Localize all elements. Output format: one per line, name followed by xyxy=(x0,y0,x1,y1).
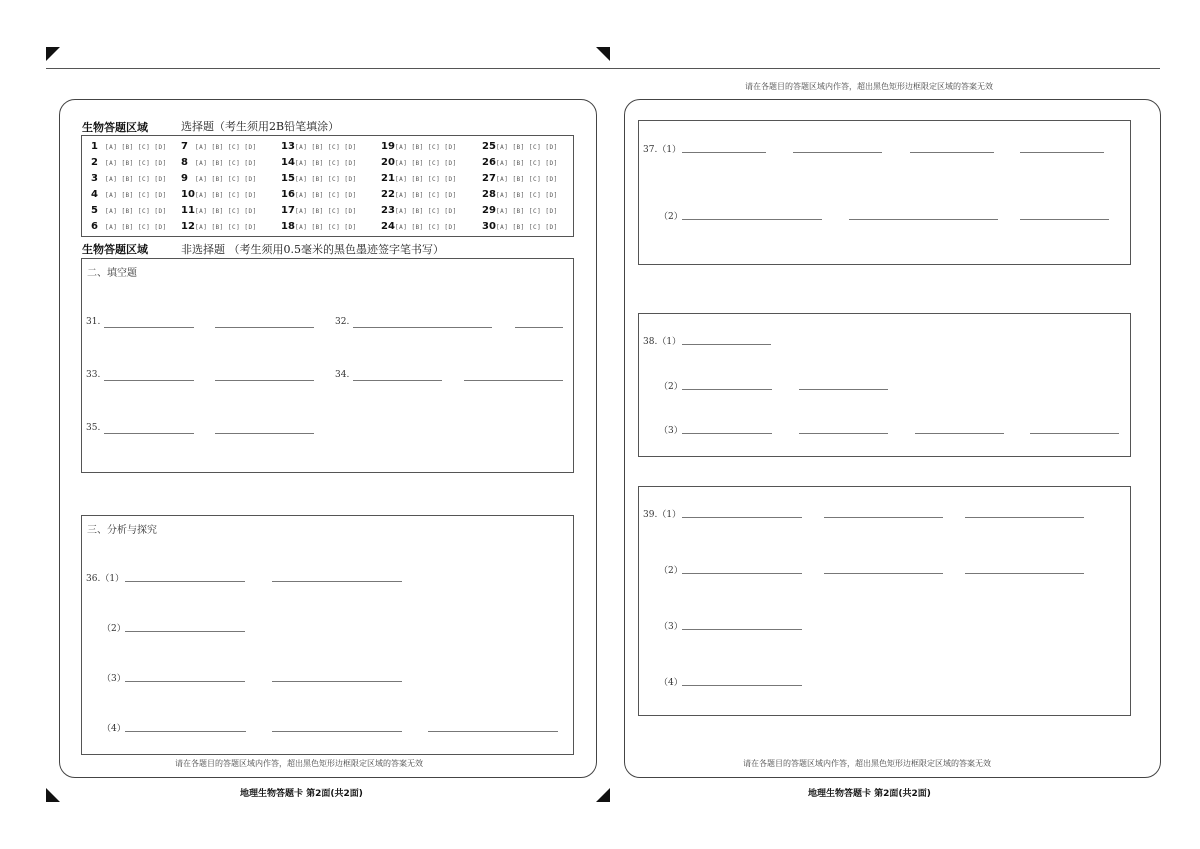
mc-question-number-18: 18 xyxy=(281,221,295,232)
right-bottom-notice: 请在各题目的答题区域内作答，超出黑色矩形边框限定区域的答案无效 xyxy=(743,759,991,768)
mc-choice-bubbles-21[interactable]: [A] [B] [C] [D] xyxy=(395,176,457,183)
mc-question-number-23: 23 xyxy=(381,205,395,216)
q38-2-answer-line-2[interactable] xyxy=(799,389,888,390)
mc-choice-bubbles-19[interactable]: [A] [B] [C] [D] xyxy=(395,144,457,151)
corner-mark-bottom-middle xyxy=(596,788,610,802)
mc-choice-bubbles-18[interactable]: [A] [B] [C] [D] xyxy=(295,224,357,231)
q36-1-label: 36.（1） xyxy=(86,574,125,584)
q39-1-answer-line-2[interactable] xyxy=(824,517,943,518)
q37-1-answer-line-4[interactable] xyxy=(1020,152,1104,153)
q36-1-answer-line-2[interactable] xyxy=(272,581,402,582)
mc-choice-bubbles-3[interactable]: [A] [B] [C] [D] xyxy=(105,176,167,183)
nonmc-section-label: 生物答题区域 xyxy=(82,243,148,256)
q38-1-label: 38.（1） xyxy=(643,337,682,347)
left-footer: 地理生物答题卡 第2面(共2面) xyxy=(240,789,363,799)
corner-mark-bottom-left xyxy=(46,788,60,802)
mc-choice-bubbles-17[interactable]: [A] [B] [C] [D] xyxy=(295,208,357,215)
q37-1-label: 37.（1） xyxy=(643,145,682,155)
q37-box xyxy=(638,120,1131,265)
mc-choice-bubbles-1[interactable]: [A] [B] [C] [D] xyxy=(105,144,167,151)
mc-choice-bubbles-10[interactable]: [A] [B] [C] [D] xyxy=(195,192,257,199)
mc-choice-bubbles-22[interactable]: [A] [B] [C] [D] xyxy=(395,192,457,199)
mc-question-number-22: 22 xyxy=(381,189,395,200)
mc-choice-bubbles-7[interactable]: [A] [B] [C] [D] xyxy=(195,144,257,151)
q37-1-answer-line-3[interactable] xyxy=(910,152,994,153)
mc-question-number-29: 29 xyxy=(482,205,496,216)
q36-3-answer-line-1[interactable] xyxy=(125,681,245,682)
mc-question-number-21: 21 xyxy=(381,173,395,184)
mc-choice-bubbles-30[interactable]: [A] [B] [C] [D] xyxy=(496,224,558,231)
mc-choice-bubbles-5[interactable]: [A] [B] [C] [D] xyxy=(105,208,167,215)
mc-choice-bubbles-25[interactable]: [A] [B] [C] [D] xyxy=(496,144,558,151)
mc-question-number-19: 19 xyxy=(381,141,395,152)
mc-question-number-30: 30 xyxy=(482,221,496,232)
q39-4-answer-line-1[interactable] xyxy=(682,685,802,686)
q32-answer-line-1[interactable] xyxy=(353,327,492,328)
q39-2-answer-line-3[interactable] xyxy=(965,573,1084,574)
q37-2-label: （2） xyxy=(659,212,683,222)
mc-answer-grid xyxy=(81,135,574,237)
q35-answer-line-2[interactable] xyxy=(215,433,314,434)
mc-choice-bubbles-26[interactable]: [A] [B] [C] [D] xyxy=(496,160,558,167)
mc-choice-bubbles-16[interactable]: [A] [B] [C] [D] xyxy=(295,192,357,199)
q39-2-label: （2） xyxy=(659,566,683,576)
q38-3-answer-line-1[interactable] xyxy=(682,433,772,434)
q32-answer-line-2[interactable] xyxy=(515,327,563,328)
mc-choice-bubbles-4[interactable]: [A] [B] [C] [D] xyxy=(105,192,167,199)
left-bottom-notice: 请在各题目的答题区域内作答，超出黑色矩形边框限定区域的答案无效 xyxy=(175,759,423,768)
mc-choice-bubbles-13[interactable]: [A] [B] [C] [D] xyxy=(295,144,357,151)
q37-1-answer-line-2[interactable] xyxy=(793,152,882,153)
q39-1-answer-line-3[interactable] xyxy=(965,517,1084,518)
mc-question-number-28: 28 xyxy=(482,189,496,200)
mc-choice-bubbles-24[interactable]: [A] [B] [C] [D] xyxy=(395,224,457,231)
mc-question-number-4: 4 xyxy=(91,189,98,200)
mc-question-number-12: 12 xyxy=(181,221,195,232)
q37-2-answer-line-2[interactable] xyxy=(849,219,998,220)
mc-question-number-17: 17 xyxy=(281,205,295,216)
mc-section-label: 生物答题区域 xyxy=(82,121,148,134)
mc-choice-bubbles-23[interactable]: [A] [B] [C] [D] xyxy=(395,208,457,215)
q39-1-answer-line-1[interactable] xyxy=(682,517,802,518)
mc-question-number-10: 10 xyxy=(181,189,195,200)
q34-answer-line-1[interactable] xyxy=(353,380,442,381)
mc-question-number-24: 24 xyxy=(381,221,395,232)
mc-choice-bubbles-2[interactable]: [A] [B] [C] [D] xyxy=(105,160,167,167)
mc-choice-bubbles-9[interactable]: [A] [B] [C] [D] xyxy=(195,176,257,183)
mc-question-number-11: 11 xyxy=(181,205,195,216)
mc-question-number-26: 26 xyxy=(482,157,496,168)
q39-4-label: （4） xyxy=(659,678,683,688)
q31-answer-line-2[interactable] xyxy=(215,327,314,328)
q39-3-answer-line-1[interactable] xyxy=(682,629,802,630)
top-notice: 请在各题目的答题区域内作答，超出黑色矩形边框限定区域的答案无效 xyxy=(745,82,993,91)
q33-label: 33. xyxy=(86,370,101,380)
mc-question-number-8: 8 xyxy=(181,157,188,168)
mc-question-number-3: 3 xyxy=(91,173,98,184)
mc-question-number-5: 5 xyxy=(91,205,98,216)
right-footer: 地理生物答题卡 第2面(共2面) xyxy=(808,789,931,799)
q38-box xyxy=(638,313,1131,457)
mc-choice-bubbles-27[interactable]: [A] [B] [C] [D] xyxy=(496,176,558,183)
mc-choice-bubbles-12[interactable]: [A] [B] [C] [D] xyxy=(195,224,257,231)
q37-2-answer-line-3[interactable] xyxy=(1020,219,1109,220)
q39-box xyxy=(638,486,1131,716)
q36-3-label: （3） xyxy=(102,674,126,684)
q36-3-answer-line-2[interactable] xyxy=(272,681,402,682)
mc-choice-bubbles-29[interactable]: [A] [B] [C] [D] xyxy=(496,208,558,215)
q35-label: 35. xyxy=(86,423,101,433)
q31-label: 31. xyxy=(86,317,101,327)
q35-answer-line-1[interactable] xyxy=(104,433,194,434)
q38-3-answer-line-3[interactable] xyxy=(915,433,1004,434)
q38-3-answer-line-2[interactable] xyxy=(799,433,888,434)
q37-1-answer-line-1[interactable] xyxy=(682,152,766,153)
mc-question-number-13: 13 xyxy=(281,141,295,152)
q33-answer-line-2[interactable] xyxy=(215,380,314,381)
q34-answer-line-2[interactable] xyxy=(464,380,563,381)
mc-section-title: 选择题（考生须用2B铅笔填涂） xyxy=(181,120,340,133)
mc-choice-bubbles-14[interactable]: [A] [B] [C] [D] xyxy=(295,160,357,167)
q38-1-answer-line-1[interactable] xyxy=(682,344,771,345)
corner-mark-top-middle xyxy=(596,47,610,61)
fill-in-box xyxy=(81,258,574,473)
q33-answer-line-1[interactable] xyxy=(104,380,194,381)
q39-3-label: （3） xyxy=(659,622,683,632)
q31-answer-line-1[interactable] xyxy=(104,327,194,328)
mc-question-number-7: 7 xyxy=(181,141,188,152)
mc-question-number-16: 16 xyxy=(281,189,295,200)
q38-2-label: （2） xyxy=(659,382,683,392)
q36-4-answer-line-2[interactable] xyxy=(272,731,402,732)
mc-question-number-2: 2 xyxy=(91,157,98,168)
analysis-title: 三、分析与探究 xyxy=(87,525,157,536)
mc-question-number-1: 1 xyxy=(91,141,98,152)
mc-question-number-27: 27 xyxy=(482,173,496,184)
nonmc-section-title: 非选择题 （考生须用0.5毫米的黑色墨迹签字笔书写） xyxy=(181,243,444,256)
q38-3-answer-line-4[interactable] xyxy=(1030,433,1119,434)
analysis-box xyxy=(81,515,574,755)
q38-3-label: （3） xyxy=(659,426,683,436)
mc-question-number-14: 14 xyxy=(281,157,295,168)
mc-choice-bubbles-20[interactable]: [A] [B] [C] [D] xyxy=(395,160,457,167)
q38-2-answer-line-1[interactable] xyxy=(682,389,772,390)
q39-2-answer-line-1[interactable] xyxy=(682,573,802,574)
mc-question-number-9: 9 xyxy=(181,173,188,184)
q39-2-answer-line-2[interactable] xyxy=(824,573,943,574)
q37-2-answer-line-1[interactable] xyxy=(682,219,822,220)
mc-choice-bubbles-11[interactable]: [A] [B] [C] [D] xyxy=(195,208,257,215)
q32-label: 32. xyxy=(335,317,350,327)
fill-in-title: 二、填空题 xyxy=(87,268,137,279)
mc-question-number-25: 25 xyxy=(482,141,496,152)
q36-2-answer-line-1[interactable] xyxy=(125,631,245,632)
corner-mark-top-left xyxy=(46,47,60,61)
mc-choice-bubbles-28[interactable]: [A] [B] [C] [D] xyxy=(496,192,558,199)
top-divider xyxy=(46,68,1160,69)
mc-choice-bubbles-15[interactable]: [A] [B] [C] [D] xyxy=(295,176,357,183)
q36-2-label: （2） xyxy=(102,624,126,634)
q36-4-answer-line-1[interactable] xyxy=(125,731,246,732)
q36-1-answer-line-1[interactable] xyxy=(125,581,245,582)
mc-question-number-15: 15 xyxy=(281,173,295,184)
q39-1-label: 39.（1） xyxy=(643,510,682,520)
q34-label: 34. xyxy=(335,370,350,380)
mc-question-number-6: 6 xyxy=(91,221,98,232)
mc-question-number-20: 20 xyxy=(381,157,395,168)
q36-4-answer-line-3[interactable] xyxy=(428,731,558,732)
mc-choice-bubbles-6[interactable]: [A] [B] [C] [D] xyxy=(105,224,167,231)
mc-choice-bubbles-8[interactable]: [A] [B] [C] [D] xyxy=(195,160,257,167)
q36-4-label: （4） xyxy=(102,724,126,734)
